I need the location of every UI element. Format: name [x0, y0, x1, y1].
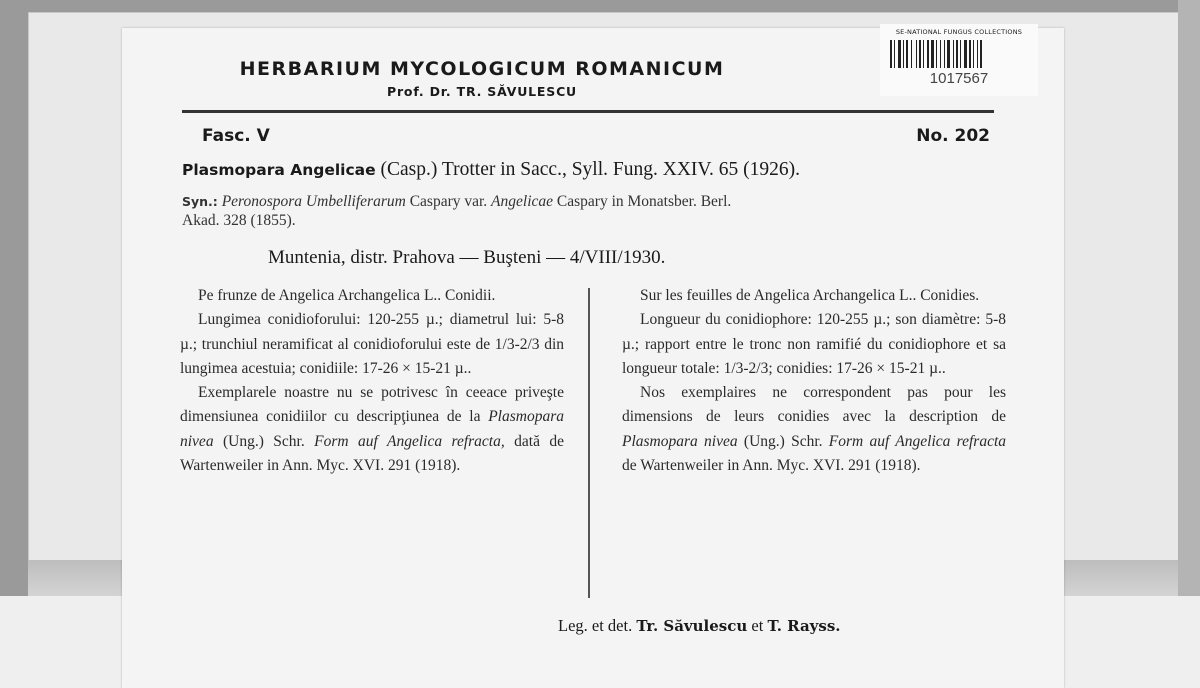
romanian-description — [180, 284, 564, 478]
fr-remarks — [622, 381, 1006, 478]
synonym-line — [182, 193, 731, 211]
collector-1: Tr. Săvulescu — [636, 617, 748, 635]
locality: Muntenia, distr. Prahova — Buşteni — 4/VIII/1930. — [268, 247, 666, 268]
specimen-number: No. 202 — [916, 126, 990, 146]
barcode-icon — [890, 40, 1028, 68]
ro-remarks-species: Plasmopara nivea — [180, 408, 565, 450]
ro-host: Pe frunze de Angelica Archangelica L.. Conidii. — [198, 287, 496, 304]
collector-and: et — [751, 616, 764, 635]
fr-measurements: Longueur du conidiophore: 120-255 µ.; son diamètre: 5-8 µ.; rapport entre le tronc non ramifié du conidiophore et sa longueur totale: 1/3-2/3; conidies: 17-26 × 15-21 µ.. — [622, 311, 1006, 377]
species-name: Plasmopara Angelicae — [182, 161, 376, 179]
herbarium-subtitle: Prof. Dr. TR. SĂVULESCU — [387, 84, 577, 99]
herbarium-title: HERBARIUM MYCOLOGICUM ROMANICUM — [239, 58, 725, 80]
fascicle-label: Fasc. V — [202, 126, 270, 146]
synonym-mid: Caspary var. — [409, 193, 488, 210]
synonym-variety: Angelicae — [491, 193, 554, 210]
species-authority: (Casp.) Trotter in Sacc., Syll. Fung. XXIV. 65 (1926). — [380, 159, 800, 180]
synonym-label: Syn.: — [182, 194, 218, 209]
synonym-name: Peronospora Umbelliferarum — [221, 193, 406, 210]
barcode-number: 1017567 — [929, 70, 989, 87]
fr-remarks-form: Form auf Angelica refracta — [828, 432, 1007, 450]
fr-remarks-text: Nos exemplaires ne correspondent pas pour les dimensions de leurs conidies avec la description de — [622, 384, 1006, 426]
synonym-reference-cont: Akad. 328 (1855). — [182, 212, 296, 229]
species-line — [182, 159, 800, 181]
column-divider — [588, 288, 590, 598]
fr-remarks-reference: de Wartenweiler in Ann. Myc. XVI. 291 (1918). — [622, 457, 921, 475]
fr-remarks-species: Plasmopara nivea — [622, 432, 738, 450]
synonym-reference: Caspary in Monatsber. Berl. — [556, 193, 732, 210]
ro-remarks-reference: dată de Wartenweiler in Ann. Myc. XVI. 291 (1918). — [180, 432, 565, 475]
ro-remarks-authority: (Ung.) Schr. — [223, 432, 305, 450]
header-rule — [182, 110, 994, 113]
fr-remarks-authority: (Ung.) Schr. — [743, 432, 823, 450]
background-strip — [1178, 0, 1200, 600]
ro-remarks — [180, 381, 564, 478]
french-description — [622, 284, 1006, 478]
ro-remarks-text: Exemplarele noastre nu se potrivesc în ceeace priveşte dimensiunea conidiilor cu descripţiunea de la — [180, 384, 564, 426]
ro-measurements: Lungimea conidioforului: 120-255 µ.; diametrul lui: 5-8 µ.; trunchiul neramificat al conidioforului este de 1/3-2/3 din lungimea acestuia; conidiile: 17-26 × 15-21 µ.. — [180, 311, 564, 377]
collector-line — [558, 616, 841, 636]
specimen-label — [122, 28, 1064, 688]
collector-2: T. Rayss. — [767, 617, 841, 635]
fr-host: Sur les feuilles de Angelica Archangelica L.. Conidies. — [640, 287, 980, 304]
collector-prefix: Leg. et det. — [558, 616, 633, 635]
ro-remarks-form: Form auf Angelica refracta, — [314, 432, 505, 450]
barcode-label — [880, 24, 1038, 96]
barcode-caption: SE-NATIONAL FUNGUS COLLECTIONS — [895, 28, 1023, 36]
